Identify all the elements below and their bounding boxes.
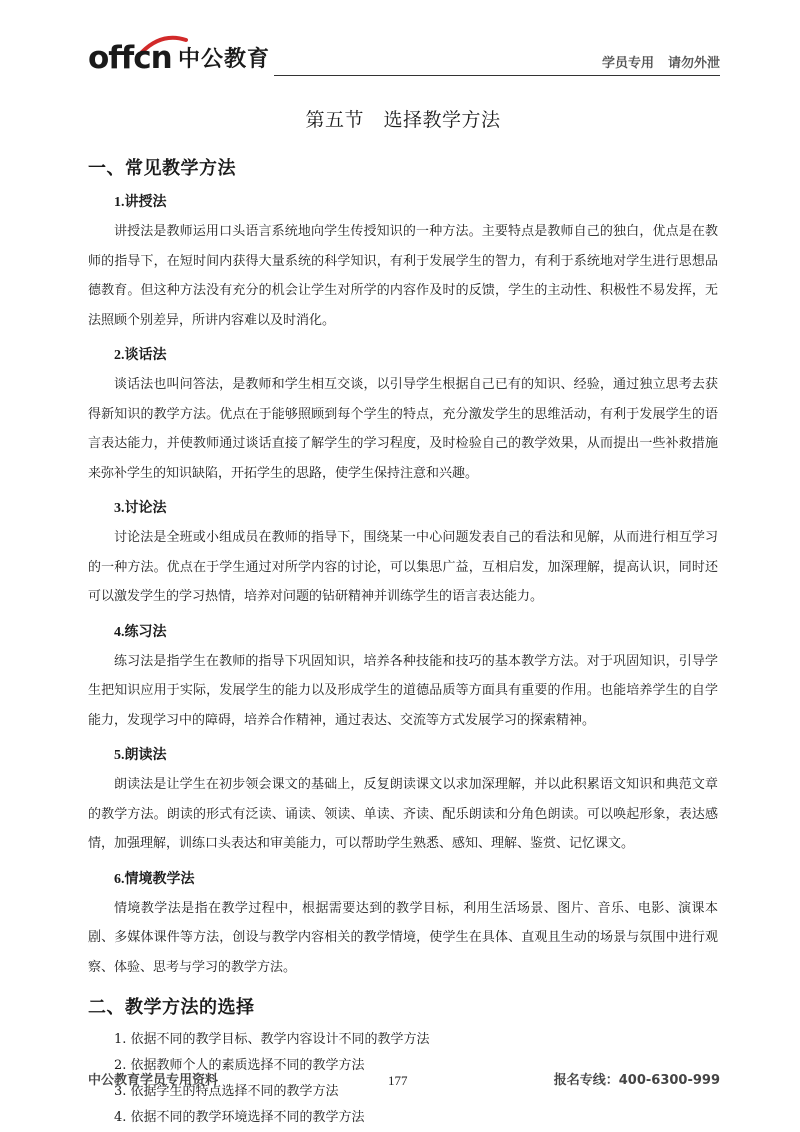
- method-discussion: [88, 499, 718, 612]
- list-item: 2. 依据教师个人的素质选择不同的教学方法: [114, 1058, 365, 1073]
- offcn-logo: [88, 38, 278, 80]
- header-divider: [274, 75, 720, 76]
- part1-heading: 一、常见教学方法: [88, 158, 236, 179]
- method-lecture: [88, 193, 718, 335]
- footer-hotline: 报名专线：400-6300-999: [553, 1073, 720, 1088]
- section-title: 第五节 选择教学方法: [305, 109, 501, 131]
- method-practice: [88, 623, 718, 736]
- page-footer: [88, 1071, 720, 1091]
- method-body: 情境教学法是指在教学过程中，根据需要达到的教学目标，利用生活场景、图片、音乐、电影、演课本剧、多媒体课件等方法，创设与教学内容相关的教学情境，使学生在具体、直观且生动的场景与氛围中进行观察、体验、思考与学习的教学方法。: [88, 900, 718, 975]
- page-number: 177: [388, 1073, 408, 1088]
- method-title: 6.情境教学法: [114, 871, 195, 887]
- method-body: 讨论法是全班或小组成员在教师的指导下，围绕某一中心问题发表自己的看法和见解，从而进行相互学习的一种方法。优点在于学生通过对所学内容的讨论，可以集思广益，互相启发，加深理解，提高认识，同时还可以激发学生的学习热情，培养对问题的钻研精神并训练学生的语言表达能力。: [88, 530, 718, 604]
- method-body: 朗读法是让学生在初步领会课文的基础上，反复朗读课文以求加深理解，并以此积累语文知识和典范文章的教学方法。朗读的形式有泛读、诵读、领读、单读、齐读、配乐朗读和分角色朗读。可以唤起形象，表达感情，加强理解，训练口头表达和审美能力，可以帮助学生熟悉、感知、理解、鉴赏、记忆课文。: [88, 777, 718, 851]
- page-content: [88, 100, 718, 1131]
- logo-chinese-text: 中公教育: [178, 47, 271, 72]
- part2-heading: 二、教学方法的选择: [88, 997, 255, 1018]
- notice-students-only: 学员专用: [601, 56, 654, 71]
- method-title: 4.练习法: [114, 624, 167, 640]
- method-title: 5.朗读法: [114, 748, 167, 763]
- page-header: [88, 38, 720, 82]
- list-item: 4. 依据不同的教学环境选择不同的教学方法: [114, 1110, 365, 1125]
- method-title: 1.讲授法: [114, 195, 167, 210]
- notice-no-distribution: 请勿外泄: [667, 56, 720, 71]
- method-title: 3.讨论法: [114, 501, 167, 516]
- method-title: 2.谈话法: [114, 348, 167, 363]
- method-body: 讲授法是教师运用口头语言系统地向学生传授知识的一种方法。主要特点是教师自己的独白，优点是在教师的指导下，在短时间内获得大量系统的科学知识，有利于发展学生的智力，有利于系统地对学生进行思想品德教育。但这种方法没有充分的机会让学生对所学的内容作及时的反馈，学生的主动性、积极性不易发挥，无法照顾个别差异，所讲内容难以及时消化。: [88, 224, 718, 328]
- method-conversation: [88, 346, 718, 488]
- footer-material-label: 中公教育学员专用资料: [88, 1073, 219, 1088]
- logo-latin-text: offcn: [88, 40, 172, 76]
- list-item: 1. 依据不同的教学目标、教学内容设计不同的教学方法: [114, 1032, 430, 1047]
- method-body: 谈话法也叫问答法，是教师和学生相互交谈，以引导学生根据自己已有的知识、经验，通过独立思考去获得新知识的教学方法。优点在于能够照顾到每个学生的特点，充分激发学生的思维活动，有利于发展学生的语言表达能力，并使教师通过谈话直接了解学生的学习程度，及时检验自己的教学效果，从而提出一些补救措施来弥补学生的知识缺陷，开拓学生的思路，使学生保持注意和兴趣。: [88, 377, 718, 481]
- list-item: 3. 依据学生的特点选择不同的教学方法: [114, 1084, 339, 1099]
- header-notice: [602, 56, 720, 72]
- method-reading-aloud: [88, 746, 718, 859]
- method-body: 练习法是指学生在教师的指导下巩固知识，培养各种技能和技巧的基本教学方法。对于巩固知识，引导学生把知识应用于实际，发展学生的能力以及形成学生的道德品质等方面具有重要的作用。也能培养学生的自学能力，发现学习中的障碍，培养合作精神，通过表达、交流等方式发展学习的探索精神。: [88, 653, 718, 728]
- method-situational: [88, 870, 718, 983]
